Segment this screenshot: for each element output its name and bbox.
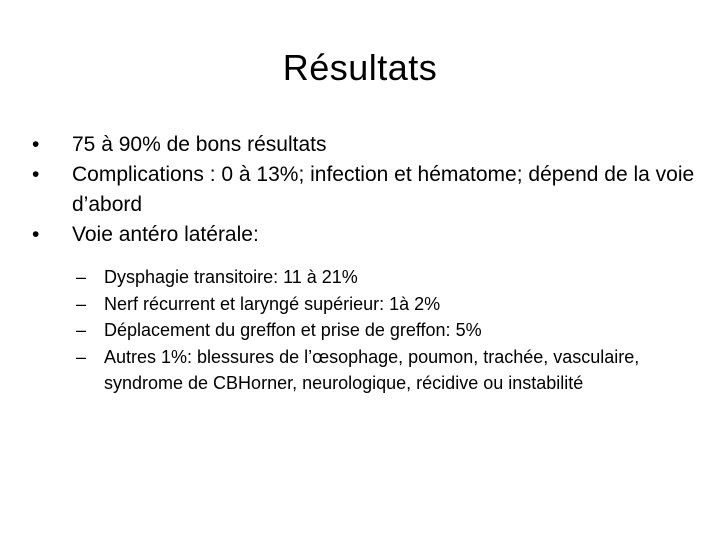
sub-bullet-marker: – [76, 267, 87, 287]
sub-bullet-text: Nerf récurrent et laryngé supérieur: 1à 2% [104, 293, 441, 314]
sub-bullet-text: Déplacement du greffon et prise de greffon: 5% [104, 320, 482, 340]
bullet-item [30, 160, 700, 220]
bullet-item [30, 220, 700, 397]
bullet-list [30, 130, 700, 397]
bullet-item [30, 130, 700, 160]
bullet-text: Complications : 0 à 13%; infection et hématome; dépend de la voie d’abord [72, 163, 695, 216]
sub-bullet-marker: – [76, 320, 87, 340]
bullet-text: Voie antéro latérale: [72, 223, 259, 246]
sub-bullet-list [72, 264, 700, 397]
sub-bullet-item [40, 264, 700, 291]
sub-bullet-marker: – [76, 293, 87, 314]
bullet-text: 75 à 90% de bons résultats [72, 133, 327, 156]
sub-bullet-marker: – [76, 346, 87, 367]
slide-title: Résultats [282, 47, 438, 88]
sub-bullet-item [40, 344, 700, 397]
bullet-marker: • [32, 133, 40, 156]
sub-bullet-item [40, 291, 700, 318]
bullet-marker: • [32, 163, 40, 186]
bullet-marker: • [32, 223, 40, 246]
sub-bullet-item [40, 317, 700, 344]
sub-bullet-text: Autres 1%: blessures de l’œsophage, poumon, trachée, vasculaire, syndrome de CBHorner, neurologique, récidive ou instabilité [104, 346, 640, 393]
sub-bullet-text: Dysphagie transitoire: 11 à 21% [104, 267, 358, 287]
